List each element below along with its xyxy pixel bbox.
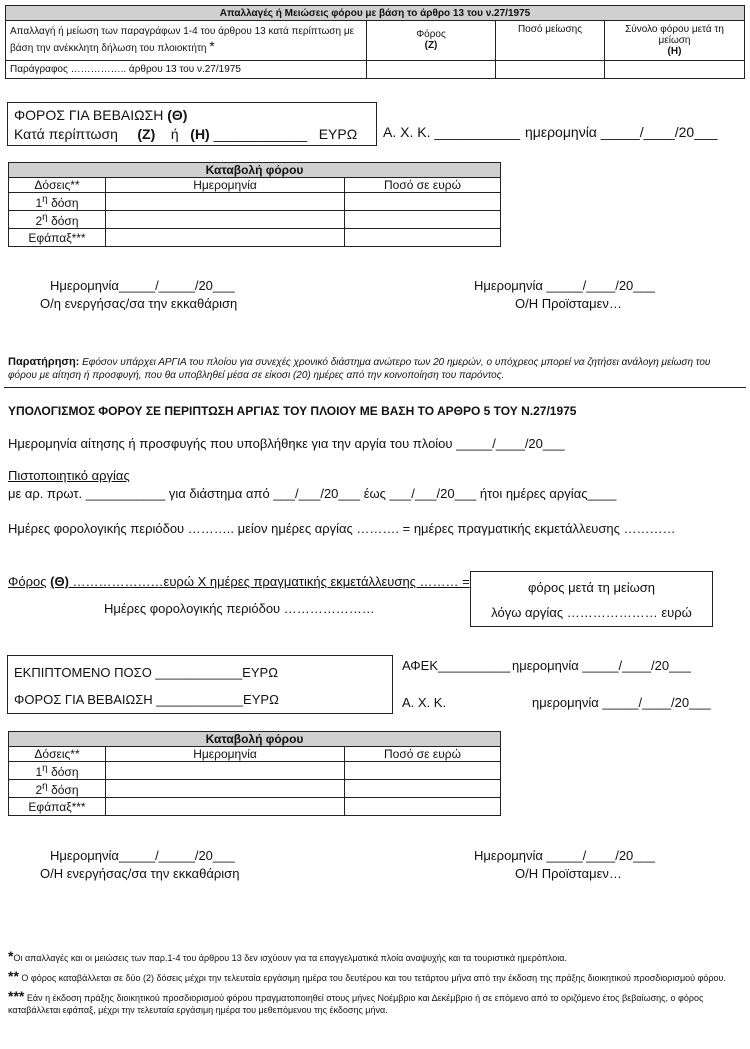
installment-suffix: δόση <box>47 782 79 797</box>
formula-tax: Φόρος <box>8 574 47 589</box>
cert-title-sub: (Θ) <box>167 107 188 123</box>
cert-or: ή <box>170 126 179 142</box>
installment-suffix: δόση <box>47 213 79 228</box>
payment-table-title: Καταβολή φόρου <box>9 732 501 747</box>
clearing-date-2[interactable]: Ημερομηνία_____/_____/20___ <box>50 848 235 863</box>
paragraph-row-label: Παράγραφος …………….. άρθρου 13 του ν.27/1975 <box>6 61 367 79</box>
lump-sum-amount-cell[interactable] <box>345 229 501 247</box>
footnote-1-text: Οι απαλλαγές και οι μειώσεις των παρ.1-4 του άρθρου 13 δεν ισχύουν για τα επαγγελματικά πλοία αναψυχής και τα τουριστικά ημερόπλοια. <box>13 953 568 963</box>
exemption-description-cell <box>6 21 367 61</box>
idle-certificate-line[interactable]: με αρ. πρωτ. ___________ για διάστημα από ___/___/20___ έως ___/___/20___ ήτοι ημέρες αργίας____ <box>8 486 617 501</box>
result-line-1: φόρος μετά τη μείωση <box>527 580 656 595</box>
total-h-header <box>605 21 745 61</box>
installment-date-cell[interactable] <box>106 762 345 780</box>
clearing-date[interactable]: Ημερομηνία_____/_____/20___ <box>50 278 235 293</box>
cert-amount-blank[interactable]: ____________ <box>213 126 308 142</box>
deductible-amount[interactable]: ΕΚΠΙΠΤΟΜΕΝΟ ΠΟΣΟ ____________ΕΥΡΩ <box>14 665 278 680</box>
footnotes <box>8 950 743 1016</box>
footnote-3-text: Εάν η έκδοση πράξης διοικητικού προσδιορισμού φόρου πραγματοποιηθεί στους μήνες Νοέμβριο και Δεκέμβριο ή σε επόμενο από το οριζόμενο έτος βεβαίωσης, ο φόρος καταβάλλεται εφάπαξ, μέχρι την τελευταία εργάσιμη ημέρα του μεθεπόμενου της έκδοσης μήνα. <box>8 993 704 1015</box>
akk-date-field-2[interactable]: ημερομηνία _____/____/20___ <box>532 695 711 710</box>
installment-sup: η <box>42 780 48 792</box>
installment-sup: η <box>42 762 48 774</box>
installment-number: 2 <box>35 782 43 797</box>
installment-sup: η <box>42 193 48 205</box>
exemption-description: Απαλλαγή ή μείωση των παραγράφων 1-4 του άρθρου 13 κατά περίπτωση με βάση την ανέκκλητη δήλωση του πλοιοκτήτη <box>10 26 355 54</box>
installment-suffix: δόση <box>47 195 79 210</box>
total-header-label: Σύνολο φόρου μετά τη μείωση <box>625 24 724 46</box>
akk-field-2[interactable]: Α. Χ. Κ. <box>402 695 447 710</box>
lump-sum-text: Εφάπαξ*** <box>28 230 86 245</box>
footnote-1-mark: * <box>8 948 14 964</box>
installment-label <box>9 193 106 211</box>
idle-result-box <box>470 571 713 627</box>
formula-denominator[interactable]: Ημέρες φορολογικής περιόδου ………………… <box>104 601 375 616</box>
amounts-box <box>7 655 393 714</box>
paragraph-reduction-cell[interactable] <box>496 61 605 79</box>
remark-text: Εφόσον υπάρχει ΑΡΓΙΑ του πλοίου για συνεχές χρονικό διάστημα ανώτερο των 20 ημερών, ο υπόχρεος μπορεί να ζητήσει ανάλογη μείωση του φόρου με αίτηση ή προσφυγή, που θα υποβληθεί μέσα σε είκοσι (20) ημέρες από την κοινοποίηση του παρόντος. <box>8 357 711 381</box>
footnote-2 <box>8 970 743 984</box>
installments-header: Δόσεις** <box>9 178 106 193</box>
lump-sum-label <box>9 798 106 816</box>
cert-h: (Η) <box>190 126 210 142</box>
result-line-2[interactable]: λόγω αργίας ………………… ευρώ <box>491 605 692 620</box>
installment-date-cell[interactable] <box>106 193 345 211</box>
footnote-mark: * <box>209 38 215 54</box>
payment-table-2 <box>8 731 501 816</box>
installment-date-cell[interactable] <box>106 211 345 229</box>
remark <box>8 356 740 382</box>
remark-label: Παρατήρηση: <box>8 356 80 368</box>
paragraph-tax-cell[interactable] <box>367 61 496 79</box>
tax-z-header <box>367 21 496 61</box>
footnote-3-mark: *** <box>8 988 25 1004</box>
payment-table-title: Καταβολή φόρου <box>9 163 501 178</box>
application-date-line[interactable]: Ημερομηνία αίτησης ή προσφυγής που υποβλήθηκε για την αργία του πλοίου _____/____/20___ <box>8 436 565 451</box>
installment-suffix: δόση <box>47 764 79 779</box>
footnote-1 <box>8 950 743 964</box>
footnote-2-text: Ο φόρος καταβάλλεται σε δύο (2) δόσεις μέχρι την τελευταία εργάσιμη ημέρα του δευτέρου και του τετάρτου μήνα από την έκδοση της πράξης διοικητικού προσδιορισμού φόρου. <box>18 973 726 983</box>
installment-date-cell[interactable] <box>106 780 345 798</box>
head-officer-2: Ο/Η Προϊσταμεν… <box>515 866 622 881</box>
cert-z: (Ζ) <box>137 126 156 142</box>
idle-certificate-title: Πιστοποιητικό αργίας <box>8 468 130 483</box>
installment-label <box>9 762 106 780</box>
tax-header-sub: (Ζ) <box>424 40 438 51</box>
installment-amount-cell[interactable] <box>345 780 501 798</box>
lump-sum-date-cell[interactable] <box>106 229 345 247</box>
tax-header-label: Φόρος <box>416 29 446 40</box>
cert-title: ΦΟΡΟΣ ΓΙΑ ΒΕΒΑΙΩΣΗ <box>14 107 164 123</box>
formula-rest[interactable]: …………………ευρώ Χ ημέρες πραγματικής εκμετάλλευσης ……… = <box>68 574 470 589</box>
paragraph-total-cell[interactable] <box>605 61 745 79</box>
lump-sum-amount-cell[interactable] <box>345 798 501 816</box>
footnote-2-mark: ** <box>8 968 19 984</box>
installment-label <box>9 780 106 798</box>
head-date-2[interactable]: Ημερομηνία _____/____/20___ <box>474 848 655 863</box>
head-officer: Ο/Η Προϊσταμεν… <box>515 296 622 311</box>
section-divider <box>4 387 746 388</box>
date-header: Ημερομηνία <box>106 178 345 193</box>
installment-number: 2 <box>35 213 43 228</box>
clearing-officer-2: Ο/Η ενεργήσας/σα την εκκαθάριση <box>40 866 240 881</box>
cert-date-field[interactable]: ημερομηνία _____/____/20___ <box>525 124 718 140</box>
installment-number: 1 <box>35 195 43 210</box>
total-header-sub: (Η) <box>667 46 682 57</box>
days-calculation-line[interactable]: Ημέρες φορολογικής περιόδου ……….. μείον ημέρες αργίας ………. = ημέρες πραγματικής εκμετάλλευσης ………… <box>8 521 676 536</box>
installment-number: 1 <box>35 764 43 779</box>
lump-sum-label <box>9 229 106 247</box>
payment-table-1 <box>8 162 501 247</box>
installment-sup: η <box>42 211 48 223</box>
afek-field[interactable]: ΑΦΕΚ__________ <box>402 658 511 673</box>
afek-date-field[interactable]: ημερομηνία _____/____/20___ <box>512 658 691 673</box>
akk-field[interactable]: Α. Χ. Κ. ___________ <box>383 124 520 140</box>
installments-header: Δόσεις** <box>9 747 106 762</box>
amount-header: Ποσό σε ευρώ <box>345 178 501 193</box>
formula-numerator <box>8 574 470 589</box>
exemption-table-title: Απαλλαγές ή Μειώσεις φόρου με βάση το άρθρο 13 του ν.27/1975 <box>6 6 745 21</box>
tax-for-certification[interactable]: ΦΟΡΟΣ ΓΙΑ ΒΕΒΑΙΩΣΗ ____________ΕΥΡΩ <box>14 692 279 707</box>
head-date[interactable]: Ημερομηνία _____/____/20___ <box>474 278 655 293</box>
installment-amount-cell[interactable] <box>345 762 501 780</box>
installment-amount-cell[interactable] <box>345 211 501 229</box>
clearing-officer: Ο/η ενεργήσας/σα την εκκαθάριση <box>40 296 238 311</box>
tax-certification-box <box>7 102 377 146</box>
reduction-header: Ποσό μείωσης <box>496 21 605 61</box>
installment-amount-cell[interactable] <box>345 193 501 211</box>
lump-sum-text: Εφάπαξ*** <box>28 799 86 814</box>
exemption-table <box>5 5 745 79</box>
footnote-3 <box>8 990 743 1016</box>
date-header: Ημερομηνία <box>106 747 345 762</box>
lump-sum-date-cell[interactable] <box>106 798 345 816</box>
formula-theta: (Θ) <box>50 574 69 589</box>
idle-heading: ΥΠΟΛΟΓΙΣΜΟΣ ΦΟΡΟΥ ΣΕ ΠΕΡΙΠΤΩΣΗ ΑΡΓΙΑΣ ΤΟΥ ΠΛΟΙΟΥ ΜΕ ΒΑΣΗ ΤΟ ΑΡΘΡΟ 5 ΤΟΥ Ν.27/1975 <box>8 404 577 418</box>
cert-currency: ΕΥΡΩ <box>318 126 358 142</box>
amount-header: Ποσό σε ευρώ <box>345 747 501 762</box>
installment-label <box>9 211 106 229</box>
cert-case-label: Κατά περίπτωση <box>14 126 118 142</box>
